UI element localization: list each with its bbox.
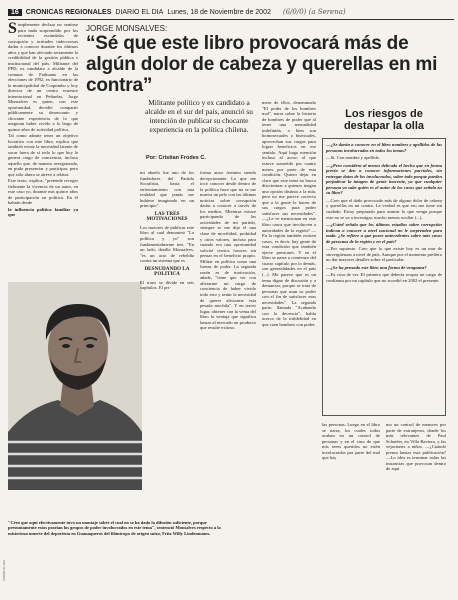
page-number: 16 xyxy=(8,9,22,16)
answer-4: —Es cosa de ver. El primero que debería ocupar un cargo de confianza por un capítulo que no sucedió en 2002 el presente. xyxy=(326,272,442,284)
page-header xyxy=(8,6,454,18)
intro-bold-text: la influencia política familiar ya que xyxy=(8,206,78,217)
intro-paragraph-3: Este texto, explica, "pretende recoger fielmente la vivencia de un autor, en este caso yo, durante mis quince años de participación en política. En él habrán desde xyxy=(8,178,78,205)
intro-column xyxy=(8,22,78,280)
question-4: —¿Se ha pensado este libro una forma de venganza? xyxy=(326,264,427,270)
article-kicker: JORGE MONSALVES: xyxy=(86,24,168,33)
article-column-2 xyxy=(140,170,194,500)
answer-1: —Sí. Con nombre y apellido. xyxy=(326,155,381,161)
photo-caption: "Creo que aquí efectivamente tuvo un montaje sobre el cual no se ha dado la difusión suficiente, porque presuntamente estos poseían los grupos de poder involucrados en este tema", sentenció Monsalves respecto a la misteriosa muerte del deportista en Guanaqueros del filántropo de origen suizo, Fritz Willy Lindenmann. xyxy=(8,520,221,536)
column-2-paragraph: mi abuelo fue uno de los fundadores del Partido Socialista, hasta el enfrentamiento con una realidad que jamás me hubiese imaginado en un principio". xyxy=(140,170,194,209)
section-name: CRONICAS REGIONALES xyxy=(25,8,112,16)
subheadline: Militante político y ex candidato a alcalde en el sur del país, anunció su intención de publicar su chocante experiencia en la política chilena. xyxy=(145,98,253,134)
headline: “Sé que este libro provocará más de algún dolor de cabeza y querellas en mi contra” xyxy=(86,33,438,96)
drop-cap: S xyxy=(8,22,17,37)
question-2: —¿Pero considera al menos delicado el hecho que en forma previa se den a conocer informaciones parciales, sin entregar datos de los involucrados, sobre todo porque pueden perjudicar la imagen de gente inocente, ya que cualquier persona ya sabe quién es el autor de los casos que señala en su libro? xyxy=(326,162,442,196)
question-1: —¿Se darán a conocer en el libro nombres y apellidos de las personas involucradas en todos los temas? xyxy=(326,142,442,153)
intro-paragraph-2: Tal como admite tener un objetivo lucrativo con este libro, explica que también existe la necesidad latente de sacar fuera de sí todo lo que hoy le genera cargo de conciencia, incluso aquello que, de manera avergonzada, en pudo presenciar y participar, pero que sólo ahora se atreve a relatar. xyxy=(8,133,78,177)
boxed-title: Los riesgos de destapar la olla xyxy=(343,108,425,132)
column-6-text: mo un control de menores por parte de extranjeros, donde los más relevantes de Paul Schaefer, en Villa Baviera, y las vejaciones a niños. —¿Cuándo piensa lanzar esta publicación? —Lo idea es terminar todas las instancias que provocan dentro de aquí xyxy=(386,422,446,472)
side-credit: DIARIO EL DIA xyxy=(2,560,6,581)
portrait-photo xyxy=(8,282,142,490)
column-2-paragraph-3: El trazo se divide en seis capítulos. El pri- xyxy=(140,279,194,291)
man-portrait-image xyxy=(8,282,142,490)
column-3-text: forma atroz termino siendo decepcionante. Lo que me tocó conocer desde dentro de la política hace que no se me mueva un pelo con las últimas noticias sobre corrupción dadas a conocer a través de los medios. Mientras estuve participando de las actividades de mi partido, siempre se me dijo el una clase de movilidad, probidad y otros valores, incluso para cuando era una oportunidad solicité ciertos favores sin pensar en el beneficio propio. Militar en política como una fuerza de poder. La segunda razón es de motivación, añade, "tiene que ver con aliviarme mi cargo de conciencia de haber vivido todo esto y sentir la necesidad de querer aliviarme esta pesada mochila". Y en tercer lugar, obtener con la venta del libro la ventaja que significa lanzar al mercado un producto que resulte exitoso. xyxy=(200,170,256,331)
article-column-3 xyxy=(200,170,256,500)
byline: Por: Cristian Frodes C. xyxy=(146,155,206,161)
interview-box xyxy=(322,138,446,416)
article-column-5 xyxy=(322,422,380,500)
article-column-6 xyxy=(386,422,446,500)
issue-date: Lunes, 18 de Noviembre de 2002 xyxy=(167,8,271,16)
answer-2: —Creo que el daño provocado más de alguno dolor de cabeza y querellas en mi contra. La verdad es que eso me tiene sin cuidado. Estoy preparado para asumir lo que venga porque esto no se va a investigar, mucho menos ocultar (...). xyxy=(326,197,442,220)
column-2-paragraph-2: Los motores de publicar este libro al cual denominó "La política y yo" son fundamentalmente tres. "En un lado, detalla Monsalves, "es un acto de rebeldía contra un sistema que es xyxy=(140,224,194,264)
article-column-4 xyxy=(262,100,316,505)
column-4-text: mero de ellos, denominado "El poder de los hombres mal", narra sobre la historia de hombres de poder que al tener una sensualidad indefinida, o bien son homosexuales o bisexuales, aprovechan sus cargos para lograr beneficios en ese sentido. Aquí hago mención incluso al acoso al que estuve sometido por cuatro meses por parte de esta condición. Quiero dejar en claro que este tema no busca discriminar a quienes tengan una opción distinta a la mía, pero no me parece correcto que a la gente le hacen de sus cargos para poder satisfacer sus necesidades". —¿Le ve mencionan en este libro casos que involucren a autoridades de la región? —En la región también existen casos, es decir, hay gente de esta condición que también ejerce presiones. Y en el libro se narra a comienzo del cuarto capítulo por lo demás, son generalidades en el país (...). Me parece que es un tema digno de discusión y a denunciar, porque se trata de personas que usan su poder con el fin de satisfacer esas necesidades". La segunda parte, llamada "Acabando con la decencia", habla acerca de la infidelidad en que caen hombres con poder. xyxy=(262,100,316,327)
subhead-politics: DESNUDANDO LA POLITICA xyxy=(144,265,190,278)
question-3: —¿Usted señala que los últimos estudios sobre corrupción indican a conocer a nivel nacional no le sorprenden para nada. ¿Se refiere a que posee antecedentes sobre más casos de personas de la región y en el país? xyxy=(326,222,442,244)
newspaper-name: DIARIO EL DIA xyxy=(115,8,164,16)
subhead-motivations: LAS TRES MOTIVACIONES xyxy=(146,210,188,223)
header-rule xyxy=(8,19,454,20)
handwritten-note: (6/0/0) (a Serena) xyxy=(282,8,346,16)
answer-3: —Por supuesto. Creo que lo que existe hoy es un mar de sinvergüenzas a nivel de país. Aunque por el momento prefiero no dar mayores detalles sobre el particular. xyxy=(326,246,443,263)
column-5-text: las personas. Luego en el libro se narra, los cuales todos acaban en un control de personas y en el caso de que mis seres queridos no estén involucrados por parte del mal que hay xyxy=(322,422,380,461)
intro-paragraph: implemente declara no sentirse para nada sorprendido por los recientes escándalos de corrupción y actitudes indecorosas dadas a conocer durante los últimos años y que han afectado seriamente la credibilidad de la gestión pública e institucional del país. Militante del PPD, ex candidato a alcalde de la comuna de Paihuano en las elecciones de 1992, ex funcionario de la municipalidad de Coquimbo y hoy director de un centro ecuestre internacional en Peñuelas, Jorge Monsalves es quien, con este oportunidad, decidió compartir públicamente su desencanto y chocante experiencia de lo que aseguran haber vivido a lo largo de quince años de actividad política. xyxy=(8,22,78,132)
